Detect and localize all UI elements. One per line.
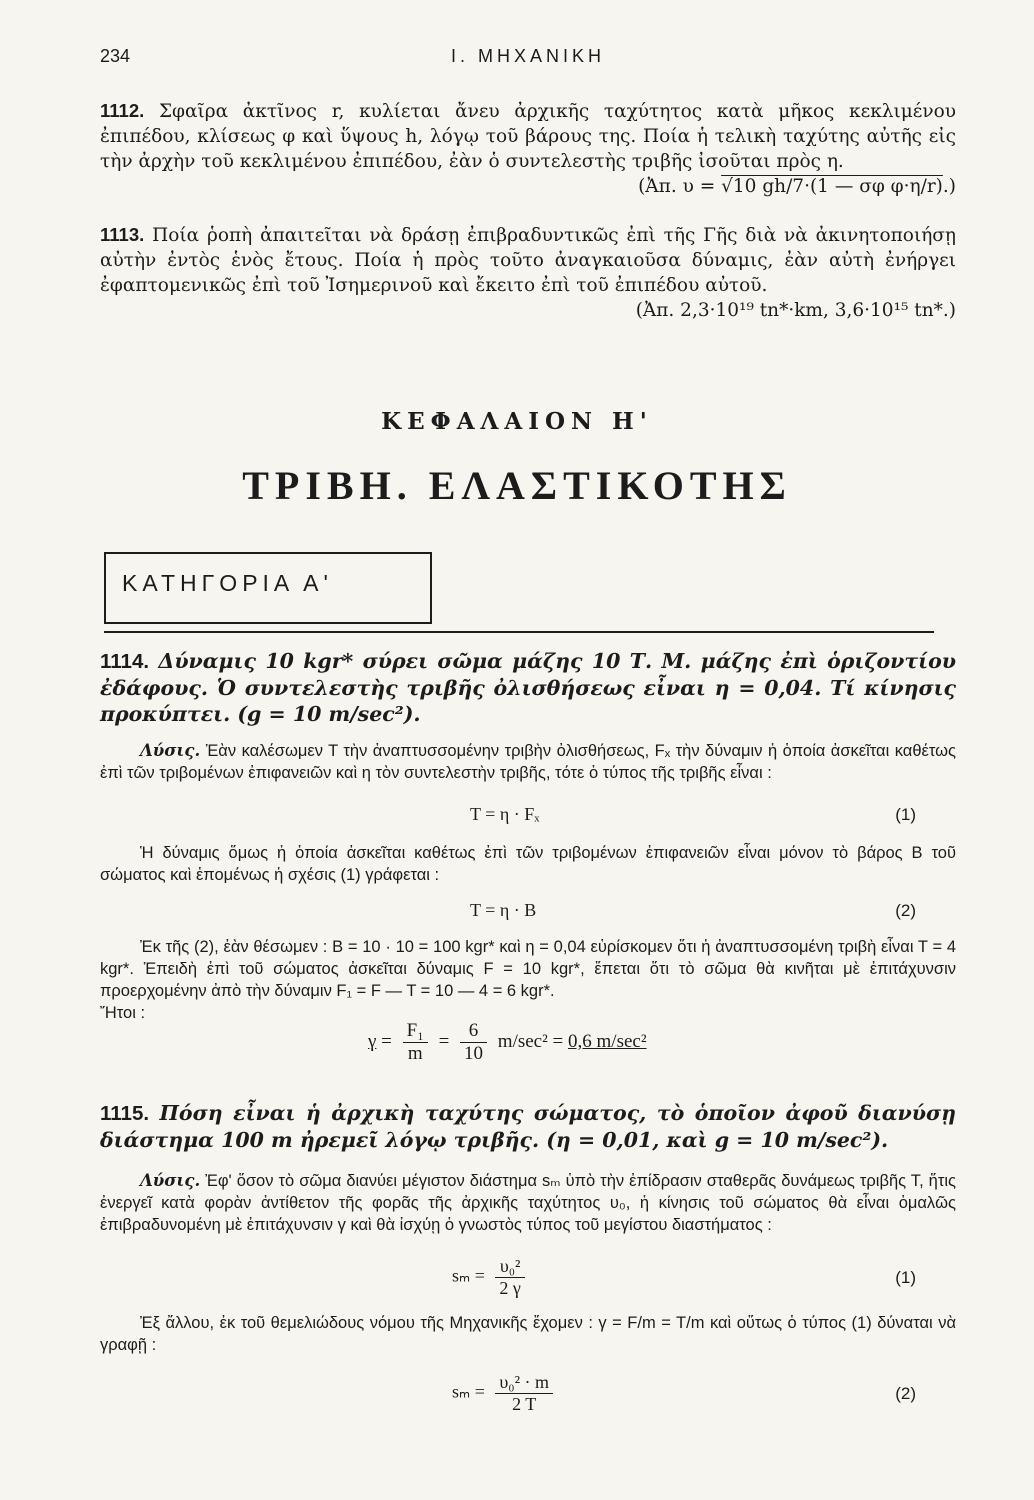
solution-1114-part3	[100, 936, 956, 1002]
chapter-title: ΤΡΙΒΗ. ΕΛΑΣΤΙΚΟΤΗΣ	[242, 463, 792, 508]
answer-prefix: (Ἀπ. υ =	[638, 176, 722, 197]
equation-unit: m/sec² =	[497, 1030, 564, 1052]
solution-text: Ἐξ ἄλλου, ἐκ τοῦ θεμελιώδους νόμου τῆς Μηχανικῆς ἔχομεν : γ = F/m = T/m καὶ οὕτως ὁ τύπος (1) δύναται νὰ γραφῇ :	[100, 1314, 956, 1354]
fraction-numerator: υ₀² · m	[495, 1372, 553, 1394]
equation-1115-2-number: (2)	[895, 1384, 916, 1403]
running-title: Ι. ΜΗΧΑΝΙΚΗ	[450, 46, 605, 66]
equation-3: γ = $\frac{\text{F₁}}{m}$ = $\frac{6}{10}$ m/sec² = 0,6 m/sec²	[368, 1020, 647, 1064]
problem-number: 1112.	[100, 100, 145, 121]
fraction-f1-m	[403, 1020, 428, 1065]
fraction-numerator: F₁	[403, 1020, 428, 1043]
equation-lhs: sₘ =	[452, 1381, 485, 1402]
page-number: 234	[100, 46, 131, 66]
category-box	[104, 552, 432, 624]
problem-text: Δύναμις 10 kgr* σύρει σῶμα μάζης 10 Τ. Μ. μάζης ἐπὶ ὁριζοντίου ἐδάφους. Ὁ συντελεστὴς τριβῆς ὀλισθήσεως εἶναι η = 0,04. Τί κίνησις προκύπτει. (g = 10 m/sec²).	[100, 649, 956, 726]
problem-text: Σφαῖρα ἀκτῖνος r, κυλίεται ἄνευ ἀρχικῆς ταχύτητος κατὰ μῆκος κεκλιμένου ἐπιπέδου, κλίσεως φ καὶ ὕψους h, λόγῳ τοῦ βάρους της. Ποία ἡ τελικὴ ταχύτης αὐτῆς εἰς τὴν ἀρχὴν τοῦ κεκλιμένου ἐπιπέδου, ἐὰν ὁ συντελεστὴς τριβῆς ἰσοῦται πρὸς η.	[100, 101, 956, 172]
fraction-denominator: 10	[464, 1043, 484, 1064]
problem-number: 1113.	[100, 224, 145, 245]
equation-lhs: γ	[368, 1030, 377, 1052]
fraction-denominator: 2 T	[512, 1394, 537, 1414]
equation-result: 0,6 m/sec²	[568, 1030, 647, 1052]
equation-2-number: (2)	[895, 901, 916, 920]
problem-1115	[100, 1100, 956, 1153]
equation-1115-1-number: (1)	[895, 1268, 916, 1287]
solution-1115-part2	[100, 1312, 956, 1356]
category-rule	[104, 631, 934, 633]
solution-1115-part1	[100, 1170, 956, 1236]
fraction-denominator: 2 γ	[499, 1278, 521, 1298]
problem-number: 1115.	[100, 1102, 150, 1125]
problem-answer	[100, 174, 956, 199]
equation-1115-2	[452, 1372, 559, 1415]
solution-text: Ἡ δύναμις ὅμως ἡ ὁποία ἀσκεῖται καθέτως ἐπὶ τῶν τριβομένων ἐπιφανειῶν εἶναι μόνον τὸ βάρος Β τοῦ σώματος καὶ ἑπομένως ἡ σχέσις (1) γράφεται :	[100, 844, 956, 884]
problem-number: 1114.	[100, 650, 150, 673]
equation-1115-1	[452, 1256, 531, 1299]
chapter-kicker: ΚΕΦΑΛΑΙΟΝ Η'	[381, 408, 653, 435]
problem-text: Ποία ῥοπὴ ἀπαιτεῖται νὰ δράσῃ ἐπιβραδυντικῶς ἐπὶ τῆς Γῆς διὰ νὰ ἀκινητοποιήσῃ αὐτὴν ἐντὸς ἑνὸς ἔτους. Ποία ἡ πρὸς τοῦτο ἀναγκαιοῦσα δύναμις, ἐὰν αὐτὴ ἐνήργει ἐφαπτομενικῶς ἐπὶ τοῦ Ἰσημερινοῦ καὶ ἔκειτο ἐπὶ τοῦ ἐπιπέδου αὐτοῦ.	[100, 225, 956, 296]
fraction	[495, 1372, 553, 1415]
fraction	[495, 1256, 524, 1299]
solution-text: Ἤτοι :	[100, 1004, 146, 1022]
page-header	[100, 46, 956, 74]
solution-text: Ἐὰν καλέσωμεν Τ τὴν ἀναπτυσσομένην τριβὴν ὀλισθήσεως, Fₓ τὴν δύναμιν ἡ ὁποία ἀσκεῖται καθέτως ἐπὶ τῶν τριβομένων ἐπιφανειῶν καὶ η τὸν συντελεστὴν τριβῆς, τότε ὁ τύπος τῆς τριβῆς εἶναι :	[100, 742, 956, 782]
equation-1: T = η · Fₓ	[470, 804, 540, 824]
answer-suffix: .)	[942, 176, 956, 197]
problem-text: Πόση εἶναι ἡ ἀρχικὴ ταχύτης σώματος, τὸ ὁποῖον ἀφοῦ διανύσῃ διάστημα 100 m ἠρεμεῖ λόγῳ τριβῆς. (η = 0,01, καὶ g = 10 m/sec²).	[100, 1101, 956, 1152]
equation-lhs: sₘ =	[452, 1265, 485, 1286]
problem-1112	[100, 98, 956, 199]
fraction-denominator: m	[407, 1043, 423, 1064]
equation-2: T = η · B	[470, 900, 537, 920]
category-label: ΚΑΤΗΓΟΡΙΑ Α'	[122, 570, 333, 596]
problem-1113	[100, 222, 956, 323]
equation-1-number: (1)	[895, 805, 916, 824]
solution-label: Λύσις.	[140, 741, 201, 760]
solution-text: Ἐκ τῆς (2), ἐὰν θέσωμεν : Β = 10 · 10 = 100 kgr* καὶ η = 0,04 εὑρίσκομεν ὅτι ἡ ἀναπτυσσομένη τριβὴ εἶναι Τ = 4 kgr*. Ἐπειδὴ ἐπὶ τοῦ σώματος ἀσκεῖται δύναμις F = 10 kgr*, ἕπεται ὅτι τὸ σῶμα θὰ κινῆται μὲ ἐπιτάχυνσιν προερχομένην ἀπὸ τὴν δύναμιν F₁ = F — T = 10 — 4 = 6 kgr*.	[100, 938, 956, 1000]
fraction-6-10	[460, 1020, 487, 1065]
answer-root: √10 gh/7·(1 — σφ φ·η/r)	[721, 176, 943, 197]
solution-text: Ἐφ' ὅσον τὸ σῶμα διανύει μέγιστον διάστημα sₘ ὑπὸ τὴν ἐπίδρασιν σταθερᾶς δυνάμεως τριβῆς Τ, ἥτις ἐνεργεῖ κατὰ φορὰν ἀντίθετον τῆς φορᾶς τῆς ἀρχικῆς ταχύτητος υ₀, ἡ κίνησις τοῦ σώματος θὰ εἶναι ὁμαλῶς ἐπιβραδυνομένη μὲ ἐπιτάχυνσιν γ καὶ θὰ ἰσχύῃ ὁ γνωστὸς τύπος τοῦ μεγίστου διαστήματος :	[100, 1172, 956, 1234]
solution-label: Λύσις.	[140, 1171, 201, 1190]
fraction-numerator: 6	[460, 1020, 487, 1043]
fraction-numerator: υ₀²	[495, 1256, 524, 1278]
solution-1114-part1	[100, 740, 956, 784]
problem-answer: (Ἀπ. 2,3·10¹⁹ tn*·km, 3,6·10¹⁵ tn*.)	[635, 300, 956, 321]
problem-1114	[100, 648, 956, 727]
solution-1114-part2	[100, 842, 956, 886]
